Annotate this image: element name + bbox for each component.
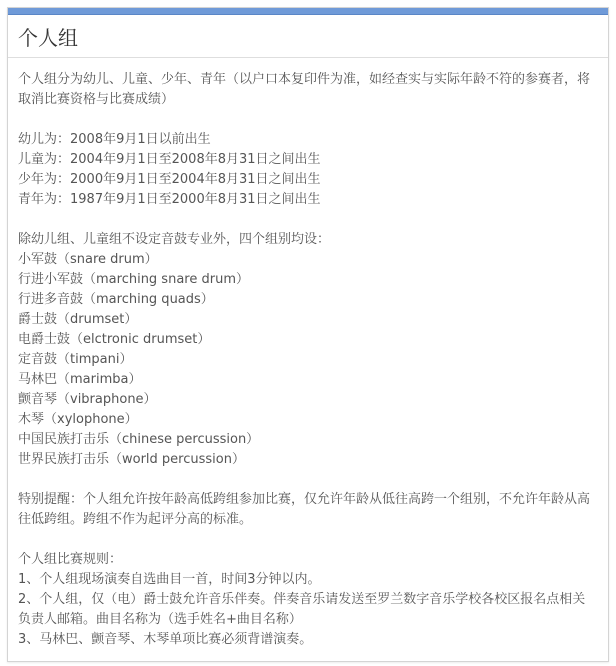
age-group-line: 幼儿为：2008年9月1日以前出生 (18, 132, 211, 147)
instrument-item: 中国民族打击乐（chinese percussion） (18, 432, 260, 447)
instrument-item: 定音鼓（timpani） (18, 352, 133, 367)
special-note: 特别提醒：个人组允许按年龄高低跨组参加比赛，仅允许年龄从低往高跨一个组别，不允许年龄从高往低跨组。跨组不作为起评分高的标准。 (18, 492, 591, 527)
panel-body (8, 58, 608, 650)
spacer (18, 210, 598, 230)
spacer (18, 470, 598, 490)
instrument-item: 行进多音鼓（marching quads） (18, 292, 214, 307)
rule-item: 3、马林巴、颤音琴、木琴单项比赛必须背谱演奏。 (18, 632, 313, 647)
rule-item: 1、个人组现场演奏自选曲目一首，时间3分钟以内。 (18, 572, 321, 587)
age-group-line: 儿童为：2004年9月1日至2008年8月31日之间出生 (18, 152, 321, 167)
spacer (18, 110, 598, 130)
instrument-item: 颤音琴（vibraphone） (18, 392, 157, 407)
page-title: 个人组 (18, 25, 78, 50)
panel-accent-bar (8, 8, 608, 15)
instrument-item: 行进小军鼓（marching snare drum） (18, 272, 249, 287)
spacer (18, 530, 598, 550)
instrument-item: 马林巴（marimba） (18, 372, 142, 387)
panel-header (8, 15, 608, 58)
instrument-item: 爵士鼓（drumset） (18, 312, 138, 327)
age-group-line: 少年为：2000年9月1日至2004年8月31日之间出生 (18, 172, 321, 187)
age-group-line: 青年为：1987年9月1日至2000年8月31日之间出生 (18, 192, 321, 207)
instrument-item: 电爵士鼓（elctronic drumset） (18, 332, 211, 347)
intro-paragraph: 个人组分为幼儿、儿童、少年、青年（以户口本复印件为准，如经查实与实际年龄不符的参赛者，将取消比赛资格与比赛成绩） (18, 72, 591, 107)
instrument-item: 木琴（xylophone） (18, 412, 138, 427)
groups-intro: 除幼儿组、儿童组不设定音鼓专业外，四个组别均设： (18, 232, 331, 247)
instrument-item: 世界民族打击乐（world percussion） (18, 452, 245, 467)
rules-title: 个人组比赛规则： (18, 552, 123, 567)
instrument-item: 小军鼓（snare drum） (18, 252, 158, 267)
rule-item: 2、个人组，仅（电）爵士鼓允许音乐伴奏。伴奏音乐请发送至罗兰数字音乐学校各校区报名点相关负责人邮箱。曲目名称为（选手姓名+曲目名称） (18, 592, 586, 627)
content-panel (7, 7, 609, 662)
